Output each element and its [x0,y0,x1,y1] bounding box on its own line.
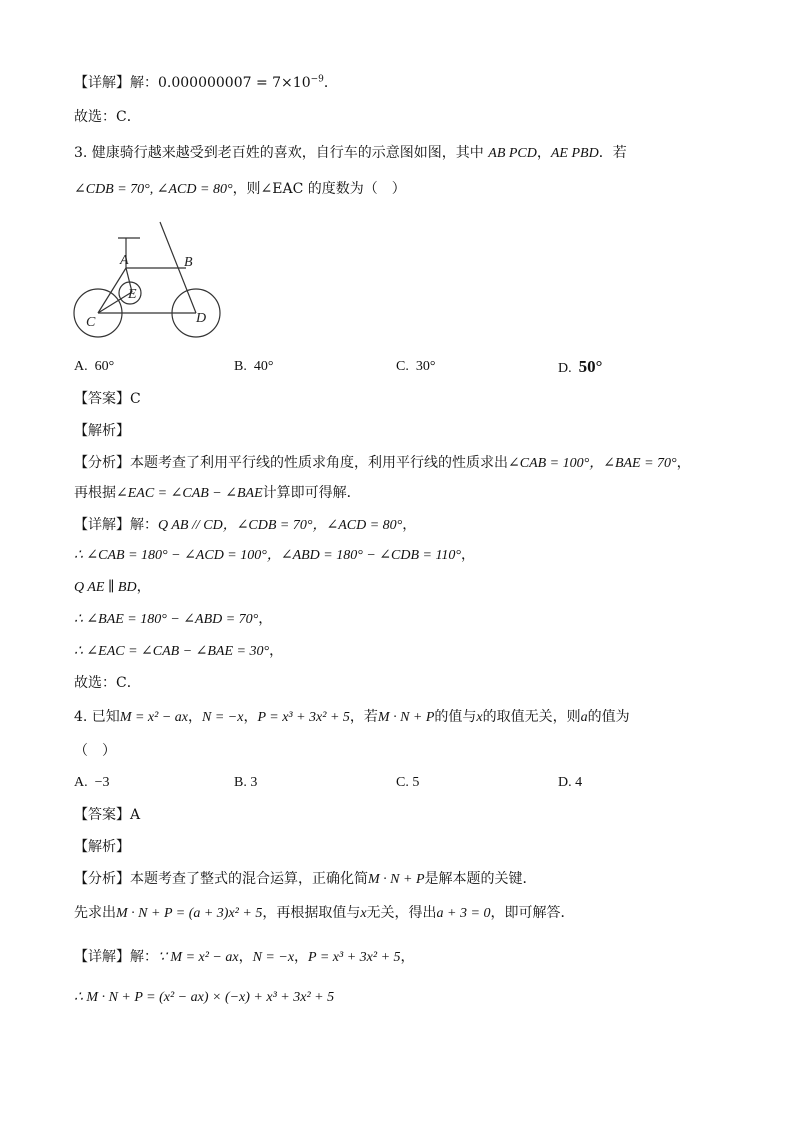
q4-text: 的值与 [434,709,477,725]
q4-m: M = x² − ax [119,710,188,725]
punct: ， [676,455,691,471]
label-e: E [128,287,137,302]
answer-q3 [74,390,141,408]
choose-line-q2 [74,108,141,126]
analysis-text: 无关，得出 [366,905,437,921]
q4-text: 4. 已知 [74,709,120,725]
question-3-stem [74,144,627,163]
detail-label: 【详解】解： [74,949,158,965]
detail-math: ∴ ∠CAB = 180° − ∠ACD = 100°，∠ABD = 180° − ∠CDB = 110° [74,548,462,563]
punct: ， [294,949,309,965]
segment-ac [98,268,126,313]
q4-n: N = −x [202,710,244,725]
analysis-var: x [360,906,367,921]
analysis-math: ∠EAC = ∠CAB − ∠BAE [116,486,263,501]
detail-q3-line4 [74,610,272,629]
detail-q4-line1 [74,948,415,967]
analysis-math: M · N + P = (a + 3)x² + 5 [116,906,263,921]
label-a: A [120,253,129,268]
detail-math: ∴ ∠EAC = ∠CAB − ∠BAE = 30° [74,644,270,659]
analysis-math: M · N + P [368,872,425,887]
analysis-label: 【解析】 [74,423,130,439]
q4-text: ，若 [349,709,378,725]
q3-option-d: D. 50° [558,357,603,376]
choose-text: 故选：C． [74,675,141,691]
exponent: −9 [310,74,324,85]
q4-option-b: B. 3 [234,775,258,790]
answer-text: 【答案】A [74,807,141,823]
detail-math: ∴ ∠BAE = 180° − ∠ABD = 70° [74,612,259,627]
detail-line-q2 [74,74,338,92]
bicycle-figure [68,218,228,343]
analysis-math: ∠CAB = 100°，∠BAE = 70° [508,456,677,471]
q4-p: P = x³ + 3x² + 5 [257,710,350,725]
analysis-text: 【分析】本题考查了整式的混合运算，正确化简 [74,871,368,887]
detail-q3-line3 [74,578,151,597]
analysis-q3-line1 [74,454,691,473]
analysis-text: 【分析】本题考查了利用平行线的性质求角度，利用平行线的性质求出 [74,455,508,471]
q4-expr: M · N + P [377,710,435,725]
analysis-q4-line2 [74,904,574,923]
analysis-text: ，即可解答． [490,905,575,921]
detail-q3-line5 [74,642,283,661]
analysis-text: 再根据 [74,485,116,501]
analysis-q4-line1 [74,870,537,889]
analysis-text: ，再根据取值与 [262,905,361,921]
q3-option-a: A. 60° [74,359,115,374]
label-c: C [86,315,96,330]
q4-text: 的取值无关，则 [482,709,581,725]
answer-q4 [74,806,140,824]
punct: ， [258,611,273,627]
detail-text: 【详解】解：0.000000007 = 7×10 [74,75,311,91]
label-b: B [184,255,193,270]
q3-text: 3. 健康骑行越来越受到老百姓的喜欢，自行车的示意图如图，其中 [74,145,489,161]
analysis-text: 计算即可得解． [262,485,361,501]
punct: ， [461,547,476,563]
punct: ， [136,579,151,595]
detail-q4-line2 [74,988,334,1007]
q4-blank: （ ） [74,743,116,759]
choose-text: 故选：C． [74,109,141,125]
punct: ， [269,643,284,659]
detail-math: N = −x [252,950,295,965]
analysis-q3-line2 [74,484,361,503]
question-4-stem [74,708,630,727]
segment-ce [98,292,132,313]
q3-ask: ，则∠EAC 的度数为（ ） [232,181,406,197]
q3-angles: ∠CDB = 70°, ∠ACD = 80° [74,182,233,197]
detail-label: 【详解】解： [74,517,158,533]
analysis-label: 【解析】 [74,839,130,855]
q4-var: a [580,710,588,725]
detail-math: P = x³ + 3x² + 5 [308,950,401,965]
q4-option-a: A. −3 [74,775,110,790]
punct: ， [238,949,253,965]
analysis-text: 先求出 [74,905,116,921]
q3-parallel-1: AB PCD [488,146,537,161]
label-d: D [196,311,207,326]
q4-option-c: C. 5 [396,775,420,790]
detail-math: Q AB // CD，∠CDB = 70°，∠ACD = 80° [158,518,403,533]
analysis-header-q4 [74,838,130,856]
punct: ． [323,75,338,91]
punct: ， [536,145,551,161]
question-3-stem-line2 [74,180,406,199]
punct: ．若 [598,145,627,161]
analysis-header-q3 [74,422,130,440]
punct: ， [400,949,415,965]
detail-q3-line2 [74,546,475,565]
detail-q3-line6 [74,674,141,692]
punct: ， [188,709,202,725]
analysis-math: a + 3 = 0 [436,906,491,921]
q4-text: 的值为 [587,709,630,725]
punct: ， [402,517,417,533]
q3-parallel-2: AE PBD [550,146,599,161]
detail-math: ∵ M = x² − ax [158,950,239,965]
detail-math: Q AE ∥ BD [74,580,137,595]
q4-option-d: D. 4 [558,775,583,790]
q4-var: x [476,710,483,725]
detail-q3-line1 [74,516,416,535]
analysis-text: 是解本题的关键． [424,871,537,887]
detail-math: ∴ M · N + P = (x² − ax) × (−x) + x³ + 3x² + 5 [74,990,335,1005]
punct: ， [243,709,258,725]
q3-option-c: C. 30° [396,359,436,374]
q3-option-b: B. 40° [234,359,274,374]
question-4-stem-line2 [74,742,116,760]
answer-text: 【答案】C [74,391,141,407]
